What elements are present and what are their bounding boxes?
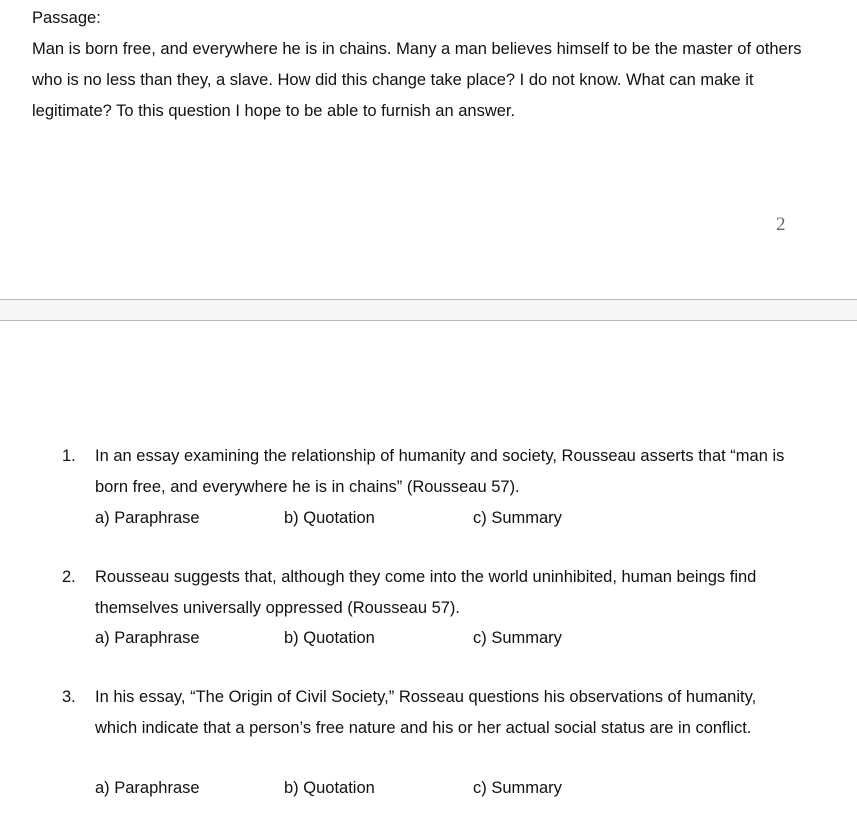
passage-label: Passage:: [32, 9, 101, 27]
option-summary[interactable]: c) Summary: [473, 509, 562, 527]
option-quotation[interactable]: b) Quotation: [284, 509, 375, 527]
question-text: In an essay examining the relationship of humanity and society, Rousseau asserts that “man is born free, and everywhere he is in chains” (Rousseau 57).: [95, 447, 785, 496]
option-paraphrase[interactable]: a) Paraphrase: [95, 629, 200, 647]
page-gap: [0, 300, 857, 320]
option-quotation[interactable]: b) Quotation: [284, 779, 375, 797]
question-number: 2.: [62, 568, 76, 586]
option-quotation[interactable]: b) Quotation: [284, 629, 375, 647]
question-text: Rousseau suggests that, although they come into the world uninhibited, human beings find themselves universally oppressed (Rousseau 57).: [95, 568, 757, 617]
passage-text: Man is born free, and everywhere he is in chains. Many a man believes himself to be the master of others who is no less than they, a slave. How did this change take place? I do not know. What can make it legitimate? To this question I hope to be able to furnish an answer.: [32, 40, 802, 120]
question-number: 1.: [62, 447, 76, 465]
option-summary[interactable]: c) Summary: [473, 629, 562, 647]
question-number: 3.: [62, 688, 76, 706]
page-number: 2: [776, 214, 786, 235]
option-paraphrase[interactable]: a) Paraphrase: [95, 509, 200, 527]
option-paraphrase[interactable]: a) Paraphrase: [95, 779, 200, 797]
option-summary[interactable]: c) Summary: [473, 779, 562, 797]
page-break-bottom-divider: [0, 320, 857, 321]
question-text: In his essay, “The Origin of Civil Society,” Rosseau questions his observations of humanity, which indicate that a person’s free nature and his or her actual social status are in conflict.: [95, 688, 757, 737]
